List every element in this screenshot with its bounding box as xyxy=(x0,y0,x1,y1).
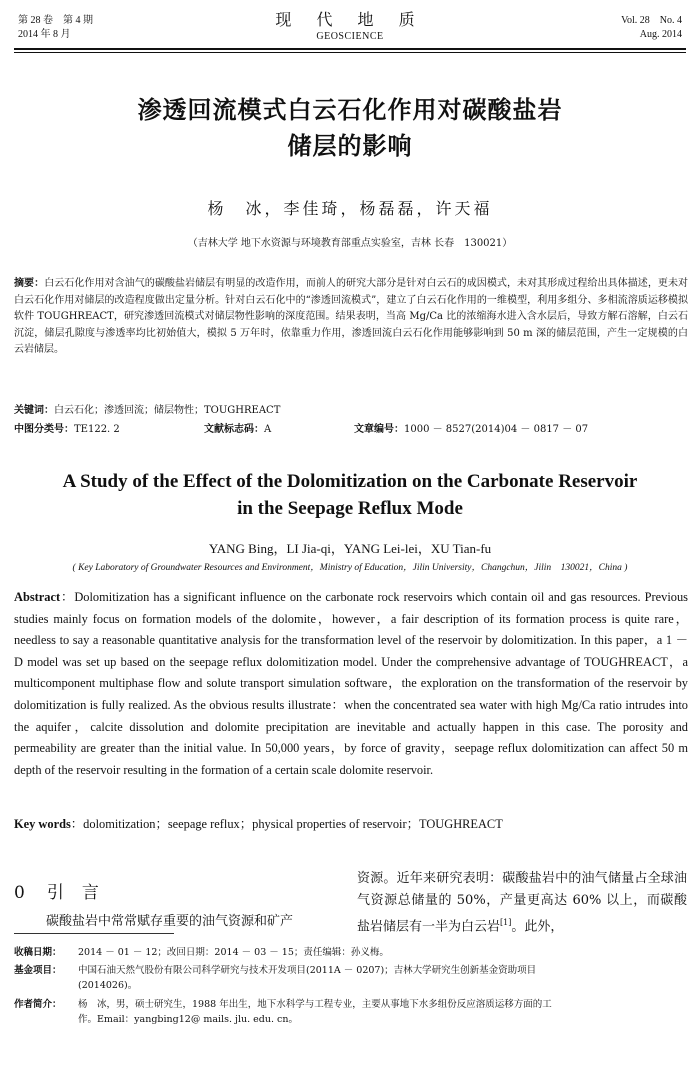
fund-text: 中国石油天然气股份有限公司科学研究与技术开发项目(2011A － 0207)；吉林大学研究生创新基金资助项目 xyxy=(78,965,537,976)
title-cn-line1: 渗透回流模式白云石化作用对碳酸盐岩 xyxy=(137,96,563,124)
section-heading xyxy=(14,878,117,903)
journal-name-cn: 现 代 地 质 xyxy=(275,10,425,29)
journal-name xyxy=(250,10,450,44)
footnote-received xyxy=(14,945,688,960)
affiliation-cn: （吉林大学 地下水资源与环境教育部重点实验室，吉林 长春 130021） xyxy=(187,238,513,249)
fund-label: 基金项目： xyxy=(14,965,62,976)
footnote-rule xyxy=(14,933,174,934)
title-cn xyxy=(40,92,660,164)
section-title: 引言 xyxy=(46,883,117,903)
header-right xyxy=(621,14,682,42)
keywords-cn xyxy=(14,401,280,416)
abstract-en xyxy=(14,587,688,781)
doc-code-label: 文献标志码： xyxy=(204,424,264,435)
abstract-cn-text: 白云石化作用对含油气的碳酸盐岩储层有明显的改造作用，而前人的研究大部分是针对白云石的成因模式，未对其形成过程给出具体描述，更未对白云石化作用对储层的改造程度做出定量分析。针对白云石化中的“渗透回流模式”，建立了白云石化作用的一维模型，利用多组分、多相流溶质运移模拟软件 TOUGHREACT，研究渗透回流模式对储层物性影响的深度范围。结果表明，当高 Mg/Ca 比的浓缩海水进入含水层后，导致方解石溶解，白云石沉淀，储层孔隙度与渗透率均比初始值大，模拟 5 万年时，依靠重力作用，渗透回流白云石化作用能够影响到 50 m 深的储层范围，产生一定规模的白云岩储层。 xyxy=(14,278,689,355)
article-no-field xyxy=(354,420,588,435)
abstract-cn-label: 摘要： xyxy=(14,278,45,289)
fund-text-cont: (2014026)。 xyxy=(78,980,138,991)
author-text: 杨 冰，男，硕士研究生，1988 年出生，地下水科学与工程专业，主要从事地下水多组份反应溶质运移方面的工 xyxy=(78,999,552,1010)
clc-label: 中图分类号： xyxy=(14,424,74,435)
body-right-text: 资源。近年来研究表明：碳酸盐岩中的油气储量占全球油气资源总储量的 50%，产量更高达 60% 以上，而碳酸盐岩储层有一半为白云岩 xyxy=(357,871,687,935)
keywords-en-text: ：dolomitization；seepage reflux；physical properties of reservoir；TOUGHREACT xyxy=(70,817,503,831)
abstract-en-text: ：Dolomitization has a significant influence on the carbonate rock reservoirs which contain oil and gas resources. Previous studies mainly focus on formation models of the dolomite，however，a fair description of its formation process is quite rare，needless to say a reasonable quantitative analysis for the transformation level of the reservoir by dolomitization. In this paper，a 1 － D model was set up based on the seepage reflux dolomitization model. Under the comprehensive advantage of TOUGHREACT，a multicomponent multiphase flow and solute transport simulation software，the exploration on the transformation of the reservoir by dolomitization is fully realized. As the obvious results illustrate：when the concentrated sea water with high Mg/Ca ratio intrudes into the aquifer，calcite dissolution and dolomite precipitation are inevitable and actually happen in this case. The porosity and permeability are greater than the initial value. In 50,000 years，by force of gravity，seepage reflux dolomitization can affect 50 m depth of the reservoir resulting in the formation of a certain scale dolomite reservoir. xyxy=(14,590,688,777)
authors-cn: 杨 冰，李佳琦，杨磊磊，许天福 xyxy=(207,199,493,218)
keywords-en xyxy=(14,814,503,832)
clc-value: TE122. 2 xyxy=(74,424,120,435)
body-column-left: 碳酸盐岩中常常赋存重要的油气资源和矿产 xyxy=(46,914,294,929)
received-text: 2014 － 01 － 12；改回日期：2014 － 03 － 15；责任编辑：孙义梅。 xyxy=(78,947,389,958)
date-en: Aug. 2014 xyxy=(639,29,682,40)
authors-en: YANG Bing，LI Jia-qi，YANG Lei-lei，XU Tian-fu xyxy=(208,541,492,556)
volume-issue-cn: 第 28 卷 第 4 期 xyxy=(18,15,93,26)
keywords-cn-text: 白云石化；渗透回流；储层物性；TOUGHREACT xyxy=(54,405,281,416)
title-en-line1: A Study of the Effect of the Dolomitization on the Carbonate Reservoir xyxy=(62,471,638,492)
title-cn-line2: 储层的影响 xyxy=(287,132,413,160)
header-rule-thick xyxy=(14,48,686,50)
section-number: 0 xyxy=(14,883,27,903)
abstract-cn xyxy=(14,276,688,359)
abstract-en-label: Abstract xyxy=(14,590,61,604)
body-column-right xyxy=(357,868,687,938)
keywords-en-label: Key words xyxy=(14,817,71,831)
article-no-label: 文章编号： xyxy=(354,424,404,435)
volume-issue-en: Vol. 28 No. 4 xyxy=(621,15,682,26)
affiliation-en: ( Key Laboratory of Groundwater Resources and Environment，Ministry of Education，Jilin University，Changchun，Jilin 130021，China ) xyxy=(72,563,628,573)
body-right-tail: 。此外， xyxy=(511,919,564,935)
header-rule-thin xyxy=(14,52,686,53)
footnote-fund xyxy=(14,963,688,993)
title-en-line2: in the Seepage Reflux Mode xyxy=(237,498,463,519)
header-left xyxy=(18,14,93,42)
journal-name-en: GEOSCIENCE xyxy=(316,31,384,42)
article-no-value: 1000 － 8527(2014)04 － 0817 － 07 xyxy=(404,424,589,435)
citation-ref[interactable]: [1] xyxy=(500,918,512,927)
received-label: 收稿日期： xyxy=(14,947,62,958)
keywords-cn-label: 关键词： xyxy=(14,405,54,416)
doc-code-field xyxy=(204,420,354,435)
footnote-author xyxy=(14,997,688,1027)
classification-row xyxy=(14,420,688,435)
clc-field xyxy=(14,420,204,435)
author-text-cont: 作。Email：yangbing12@ mails. jlu. edu. cn。 xyxy=(78,1014,298,1025)
author-label: 作者简介： xyxy=(14,999,62,1010)
date-cn: 2014 年 8 月 xyxy=(18,29,71,40)
doc-code-value: A xyxy=(264,424,272,435)
title-en xyxy=(20,468,680,522)
